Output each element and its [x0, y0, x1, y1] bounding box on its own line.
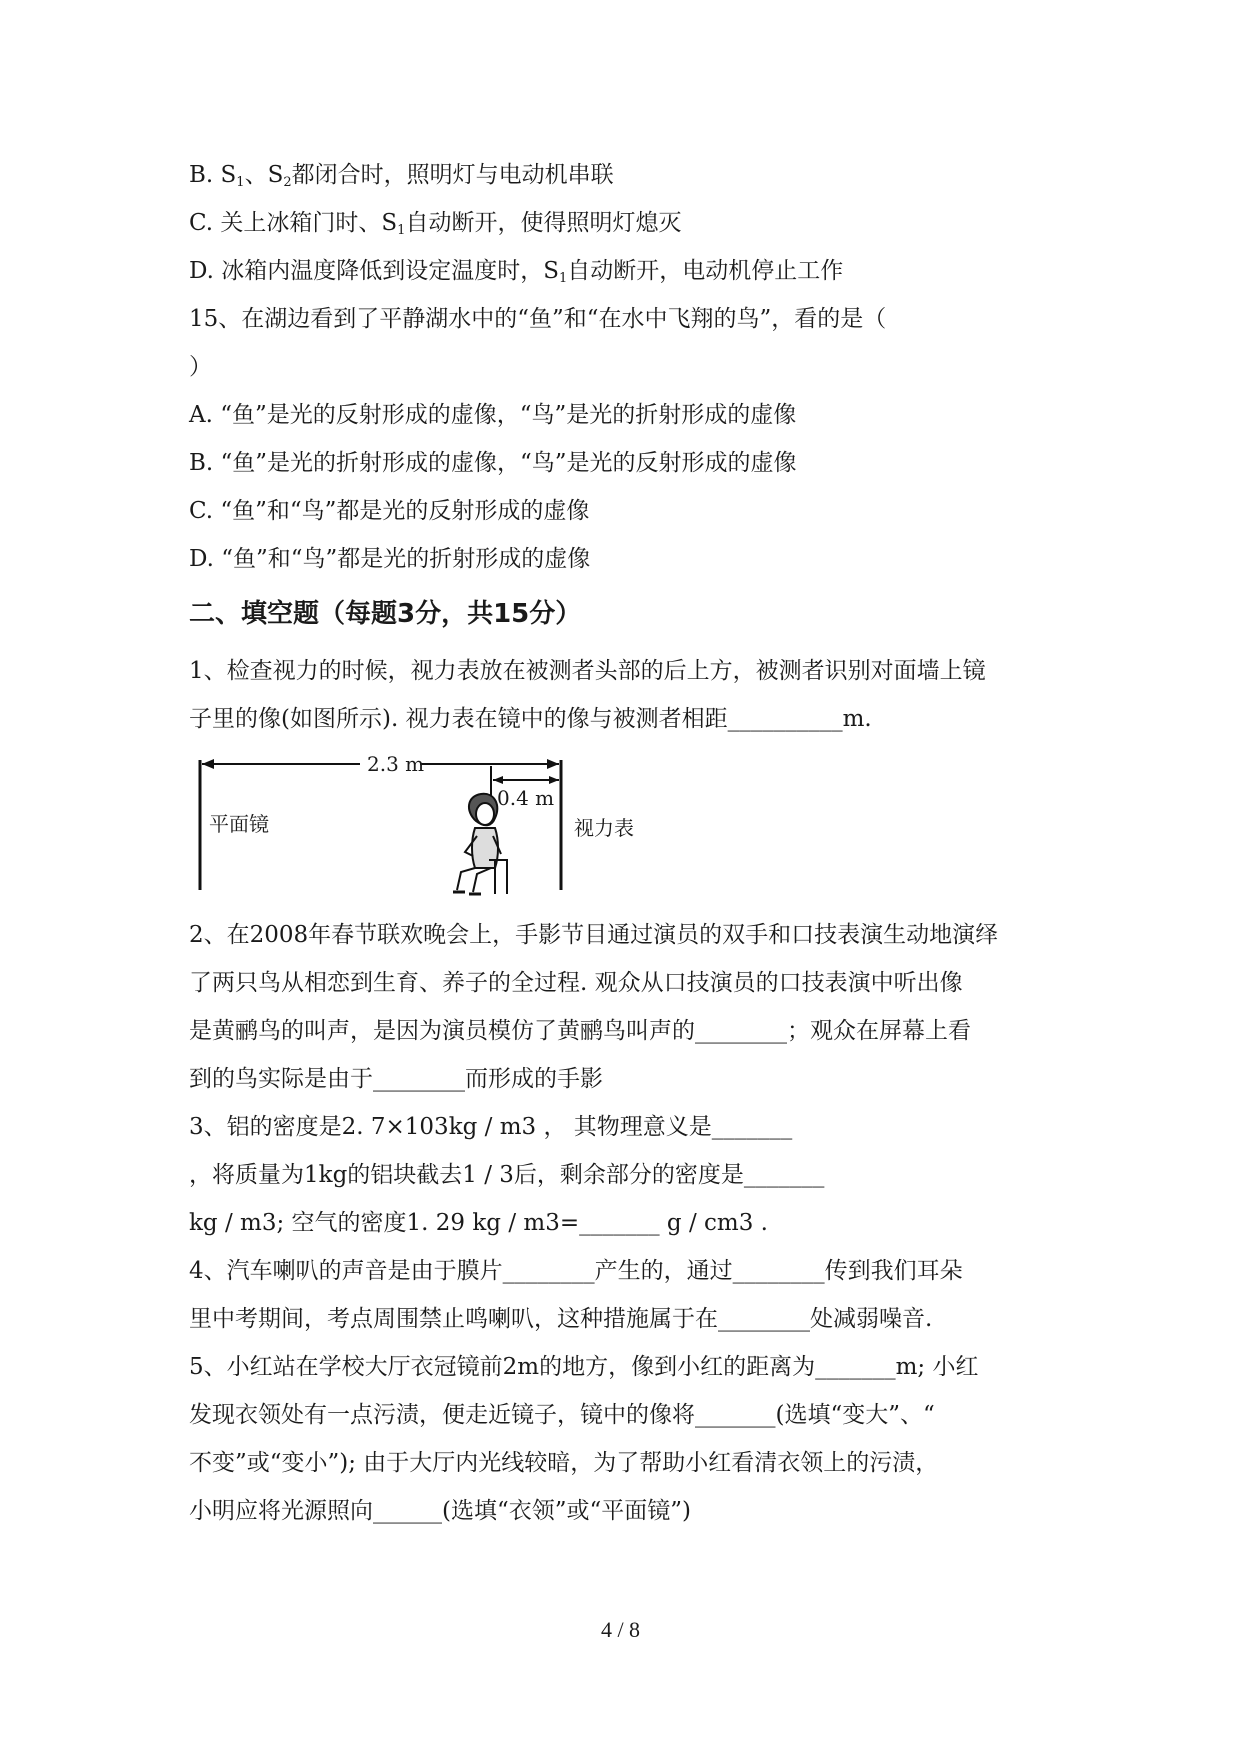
total-distance-label: 2.3 m	[367, 752, 425, 776]
fill-q4-line-2: 里中考期间，考点周围禁止鸣喇叭，这种措施属于在________处减弱噪音.	[189, 1306, 933, 1332]
arrow-right-icon	[547, 759, 559, 769]
q15-option-d: D. “鱼”和“鸟”都是光的折射形成的虚像	[189, 546, 591, 572]
mirror-label: 平面镜	[209, 812, 269, 836]
fill-q4-line-1: 4、汽车喇叭的声音是由于膜片________产生的，通过________传到我们耳朵	[189, 1258, 963, 1284]
q14-option-c: C. 关上冰箱门时、$S_1$自动断开，使得照明灯熄灭	[189, 210, 682, 238]
fill-q3-line-3: kg / m3; 空气的密度1. 29 kg / m3=_______ g / cm3 .	[189, 1210, 768, 1236]
small-arrow-right-icon	[549, 776, 559, 784]
fill-q5-line-3: 不变”或“变小”); 由于大厅内光线较暗，为了帮助小红看清衣领上的污渍，	[189, 1450, 939, 1476]
section-heading: 二、填空题（每题3分，共15分）	[189, 599, 582, 629]
fill-q3-line-1: 3、铝的密度是2. 7×103kg / m3 ， 其物理意义是_______	[189, 1114, 793, 1140]
q14-option-b: B. $S_1$、$S_2$都闭合时，照明灯与电动机串联	[189, 162, 614, 190]
q15-option-a: A. “鱼”是光的反射形成的虚像，“鸟”是光的折射形成的虚像	[189, 402, 797, 428]
fill-q5-line-1: 5、小红站在学校大厅衣冠镜前2m的地方，像到小红的距离为_______m; 小红	[189, 1354, 979, 1380]
fill-q1-line-1: 1、检查视力的时候，视力表放在被测者头部的后上方，被测者识别对面墙上镜	[189, 658, 986, 684]
small-distance-label: 0.4 m	[497, 786, 555, 810]
fill-q2-line-3: 是黄鹂鸟的叫声，是因为演员模仿了黄鹂鸟叫声的________；观众在屏幕上看	[189, 1018, 971, 1044]
fill-q2-line-4: 到的鸟实际是由于________而形成的手影	[189, 1066, 603, 1092]
q15-stem-line-2: ）	[189, 354, 212, 380]
fill-q2-line-2: 了两只鸟从相恋到生育、养子的全过程. 观众从口技演员的口技表演中听出像	[189, 970, 963, 996]
page-number: 4 / 8	[600, 1617, 641, 1642]
q15-option-c: C. “鱼”和“鸟”都是光的反射形成的虚像	[189, 498, 590, 524]
mirror-eye-chart-figure	[195, 752, 575, 906]
fill-q2-line-1: 2、在2008年春节联欢晚会上，手影节目通过演员的双手和口技表演生动地演绎	[189, 922, 999, 948]
q14-option-d: D. 冰箱内温度降低到设定温度时，$S_1$自动断开，电动机停止工作	[189, 258, 844, 286]
fill-q1-line-2: 子里的像(如图所示). 视力表在镜中的像与被测者相距__________m.	[189, 706, 872, 732]
eye-chart-label: 视力表	[574, 816, 634, 840]
small-arrow-left-icon	[493, 776, 503, 784]
fill-q5-line-4: 小明应将光源照向______(选填“衣领”或“平面镜”)	[189, 1498, 691, 1524]
arrow-left-icon	[202, 759, 214, 769]
q15-option-b: B. “鱼”是光的折射形成的虚像，“鸟”是光的反射形成的虚像	[189, 450, 797, 476]
fill-q5-line-2: 发现衣领处有一点污渍，便走近镜子，镜中的像将_______(选填“变大”、“	[189, 1402, 935, 1428]
q15-stem-line-1: 15、在湖边看到了平静湖水中的“鱼”和“在水中飞翔的鸟”，看的是（	[189, 306, 887, 332]
fill-q3-line-2: ，将质量为1kg的铝块截去1 / 3后，剩余部分的密度是_______	[189, 1162, 825, 1188]
